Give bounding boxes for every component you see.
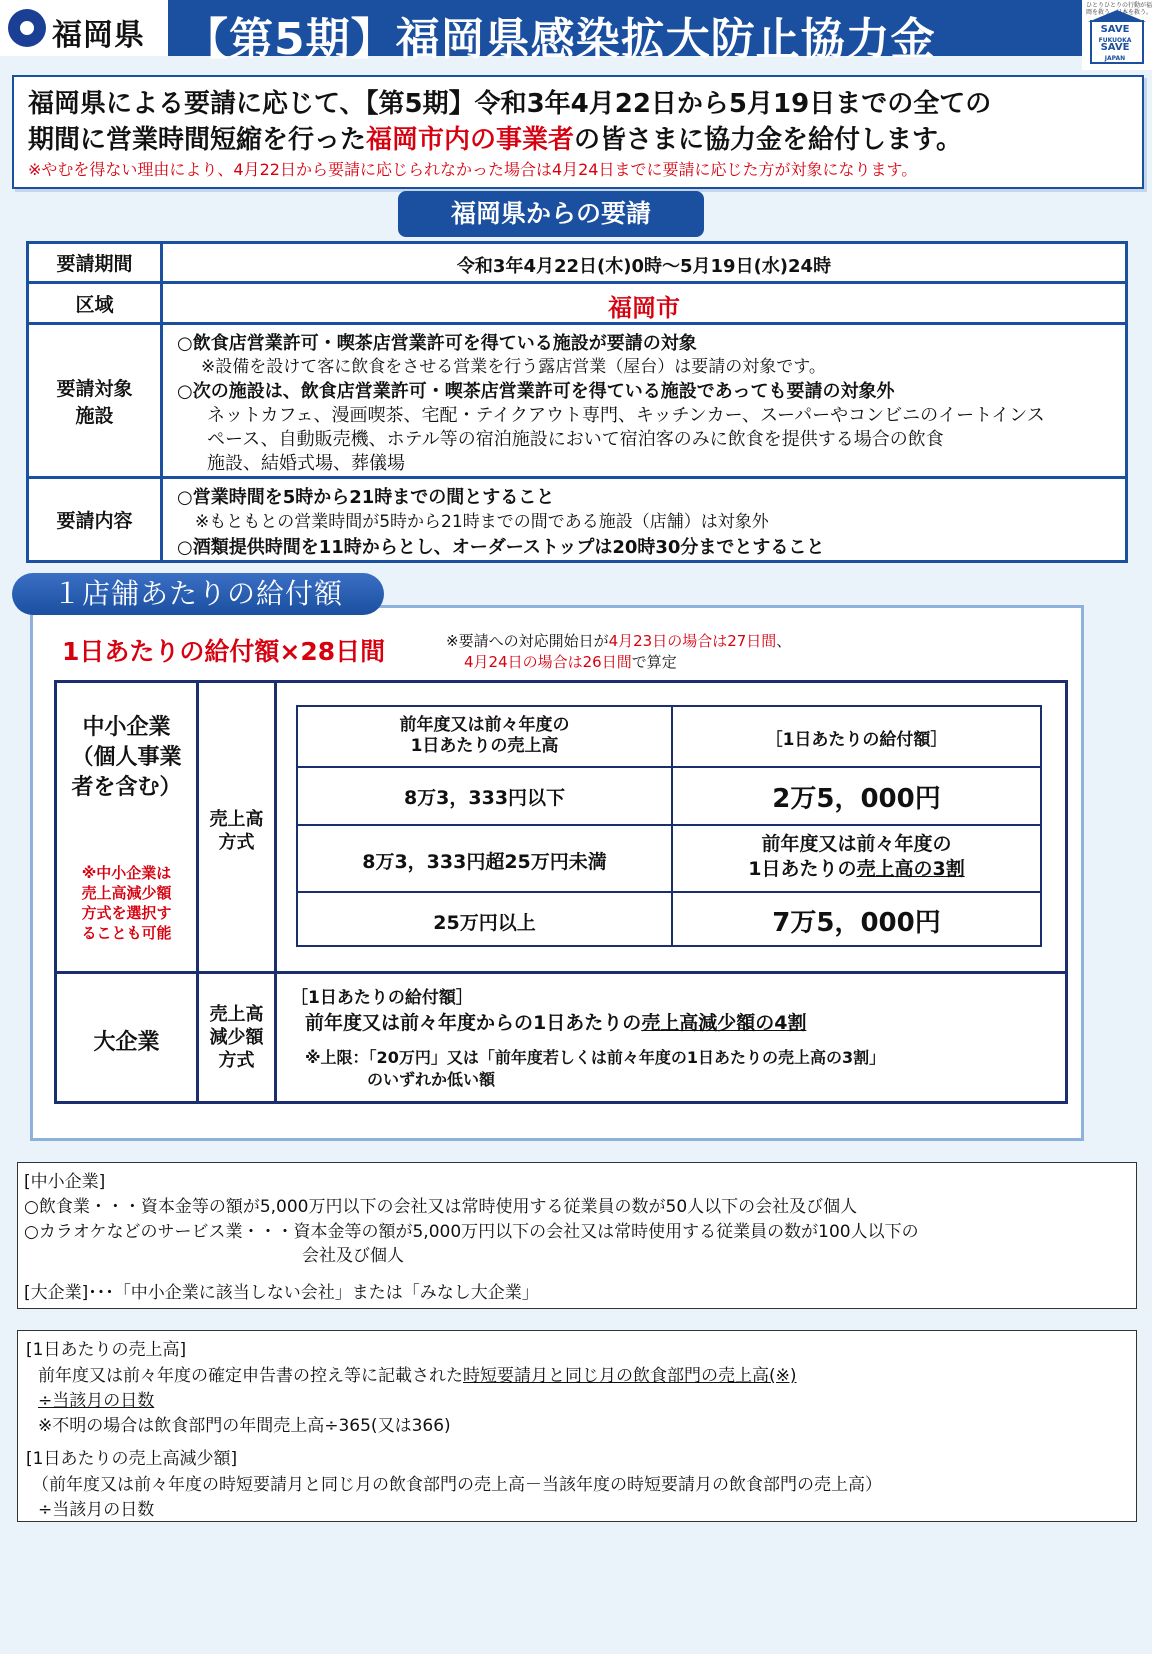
sales-line-2: ÷当該月の日数 bbox=[38, 1391, 155, 1411]
period-label: 要請期間 bbox=[29, 244, 160, 281]
sme-note: ※中小企業は 売上高減少額 方式を選択す ることも可能 bbox=[81, 864, 172, 942]
large-cap-1: ※上限：「20万円」又は「前年度若しくは前々年度の1日あたりの売上高の3割」 bbox=[305, 1048, 886, 1067]
decrease-line-2: ÷当該月の日数 bbox=[38, 1500, 155, 1520]
large-text: 前年度又は前々年度からの1日あたりの売上高減少額の4割 bbox=[305, 1012, 807, 1034]
sales-line-1: 前年度又は前々年度の確定申告書の控え等に記載された時短要請月と同じ月の飲食部門の売上高(※) bbox=[38, 1366, 797, 1386]
sme-def-head: [中小企業] bbox=[24, 1172, 106, 1192]
content-line-2: ※もともとの営業時間が5時から21時までの間である施設（店舗）は対象外 bbox=[195, 512, 769, 532]
grant-row-3-sales: 25万円以上 bbox=[433, 912, 536, 934]
prefecture-name: 福岡県 bbox=[52, 18, 145, 53]
target-line-3: ○次の施設は、飲食店営業許可・喫茶店営業許可を得ている施設であっても要請の対象外 bbox=[177, 381, 895, 402]
period-value: 令和3年4月22日(木)0時～5月19日(水)24時 bbox=[456, 256, 832, 277]
amount-note-2: 4月24日の場合は26日間で算定 bbox=[464, 653, 677, 671]
area-cell bbox=[163, 284, 1125, 322]
definitions-box bbox=[17, 1162, 1137, 1309]
grant-row-2-amount: 前年度又は前々年度の 1日あたりの売上高の3割 bbox=[748, 833, 965, 880]
area-label: 区域 bbox=[29, 284, 160, 322]
large-cap-2: のいずれか低い額 bbox=[367, 1070, 496, 1089]
content-line-1: ○営業時間を5時から21時までの間とすること bbox=[177, 487, 555, 508]
grant-table bbox=[296, 705, 1042, 947]
target-label: 要請対象 施設 bbox=[29, 325, 160, 476]
sme-def-3: 会社及び個人 bbox=[302, 1246, 404, 1266]
sme-method: 売上高 方式 bbox=[209, 809, 264, 853]
target-line-5: ペース、自動販売機、ホテル等の宿泊施設において宿泊客のみに飲食を提供する場合の飲食 bbox=[207, 429, 944, 450]
page-title: 【第5期】福岡県感染拡大防止協力金 bbox=[184, 14, 936, 65]
decrease-line-1: （前年度又は前々年度の時短要請月と同じ月の飲食部門の売上高－当該年度の時短要請月の飲食部門の売上高） bbox=[32, 1475, 882, 1495]
target-line-4: ネットカフェ、漫画喫茶、宅配・テイクアウト専門、キッチンカー、スーパーやコンビニのイートインス bbox=[207, 405, 1045, 426]
grant-row-3-amount: 7万5，000円 bbox=[772, 908, 941, 938]
prefecture-logo bbox=[0, 0, 168, 56]
large-method: 売上高 減少額 方式 bbox=[209, 1004, 264, 1071]
calc-box bbox=[17, 1330, 1137, 1522]
sales-line-3: ※不明の場合は飲食部門の年間売上高÷365(又は366) bbox=[38, 1416, 451, 1436]
request-heading: 福岡県からの要請 bbox=[398, 191, 704, 237]
grant-row-1-sales: 8万3，333円以下 bbox=[403, 787, 566, 809]
amount-table bbox=[54, 680, 1068, 1104]
grant-col1-header: 前年度又は前々年度の 1日あたりの売上高 bbox=[399, 715, 570, 756]
target-line-2: ※設備を設けて客に飲食をさせる営業を行う露店営業（屋台）は要請の対象です。 bbox=[201, 357, 826, 377]
amount-note-1: ※要請への対応開始日が4月23日の場合は27日間、 bbox=[446, 632, 792, 650]
content-line-3: ○酒類提供時間を11時からとし、オーダーストップは20時30分までとすること bbox=[177, 537, 825, 558]
large-def: [大企業]･･･「中小企業に該当しない会社」または「みなし大企業」 bbox=[24, 1283, 539, 1303]
decrease-head: [1日あたりの売上高減少額] bbox=[26, 1449, 238, 1469]
area-value: 福岡市 bbox=[608, 294, 680, 322]
large-label: 大企業 bbox=[93, 1030, 160, 1055]
sme-def-2: ○カラオケなどのサービス業・・・資本金等の額が5,000万円以下の会社又は常時使用する従業員の数が100人以下の bbox=[24, 1222, 919, 1242]
content-cell bbox=[163, 479, 1125, 560]
request-table bbox=[26, 241, 1128, 563]
large-header: ［1日あたりの給付額］ bbox=[291, 988, 473, 1008]
period-cell bbox=[163, 244, 1125, 281]
amount-heading: １店舗あたりの給付額 bbox=[12, 573, 384, 615]
intro-note: ※やむを得ない理由により、4月22日から要請に応じられなかった場合は4月24日までに要請に応じた方が対象になります。 bbox=[28, 160, 918, 179]
content-label: 要請内容 bbox=[29, 479, 160, 560]
grant-row-2-sales: 8万3，333円超25万円未満 bbox=[362, 851, 607, 873]
intro-line-1: 福岡県による要請に応じて、【第5期】令和3年4月22日から5月19日までの全ての bbox=[28, 89, 992, 119]
grant-row-1-amount: 2万5，000円 bbox=[772, 784, 941, 814]
save-fukuoka-logo: ひとりひとりの行動が福岡を救う、日本を救う。 SAVE FUKUOKA SAVE JAPAN bbox=[1082, 0, 1152, 70]
sme-label: 中小企業 （個人事業 者を含む） bbox=[71, 715, 182, 800]
target-line-1: ○飲食店営業許可・喫茶店営業許可を得ている施設が要請の対象 bbox=[177, 333, 697, 354]
target-cell bbox=[163, 325, 1125, 476]
sales-head: [1日あたりの売上高] bbox=[26, 1340, 187, 1360]
amount-formula: 1日あたりの給付額×28日間 bbox=[62, 637, 386, 666]
sme-def-1: ○飲食業・・・資本金等の額が5,000万円以下の会社又は常時使用する従業員の数が50人以下の会社及び個人 bbox=[24, 1197, 858, 1217]
grant-col2-header: ［1日あたりの給付額］ bbox=[765, 730, 948, 750]
intro-line-2: 期間に営業時間短縮を行った福岡市内の事業者の皆さまに協力金を給付します。 bbox=[28, 125, 962, 155]
target-line-6: 施設、結婚式場、葬儀場 bbox=[207, 453, 405, 474]
prefecture-emblem-icon bbox=[8, 9, 46, 47]
